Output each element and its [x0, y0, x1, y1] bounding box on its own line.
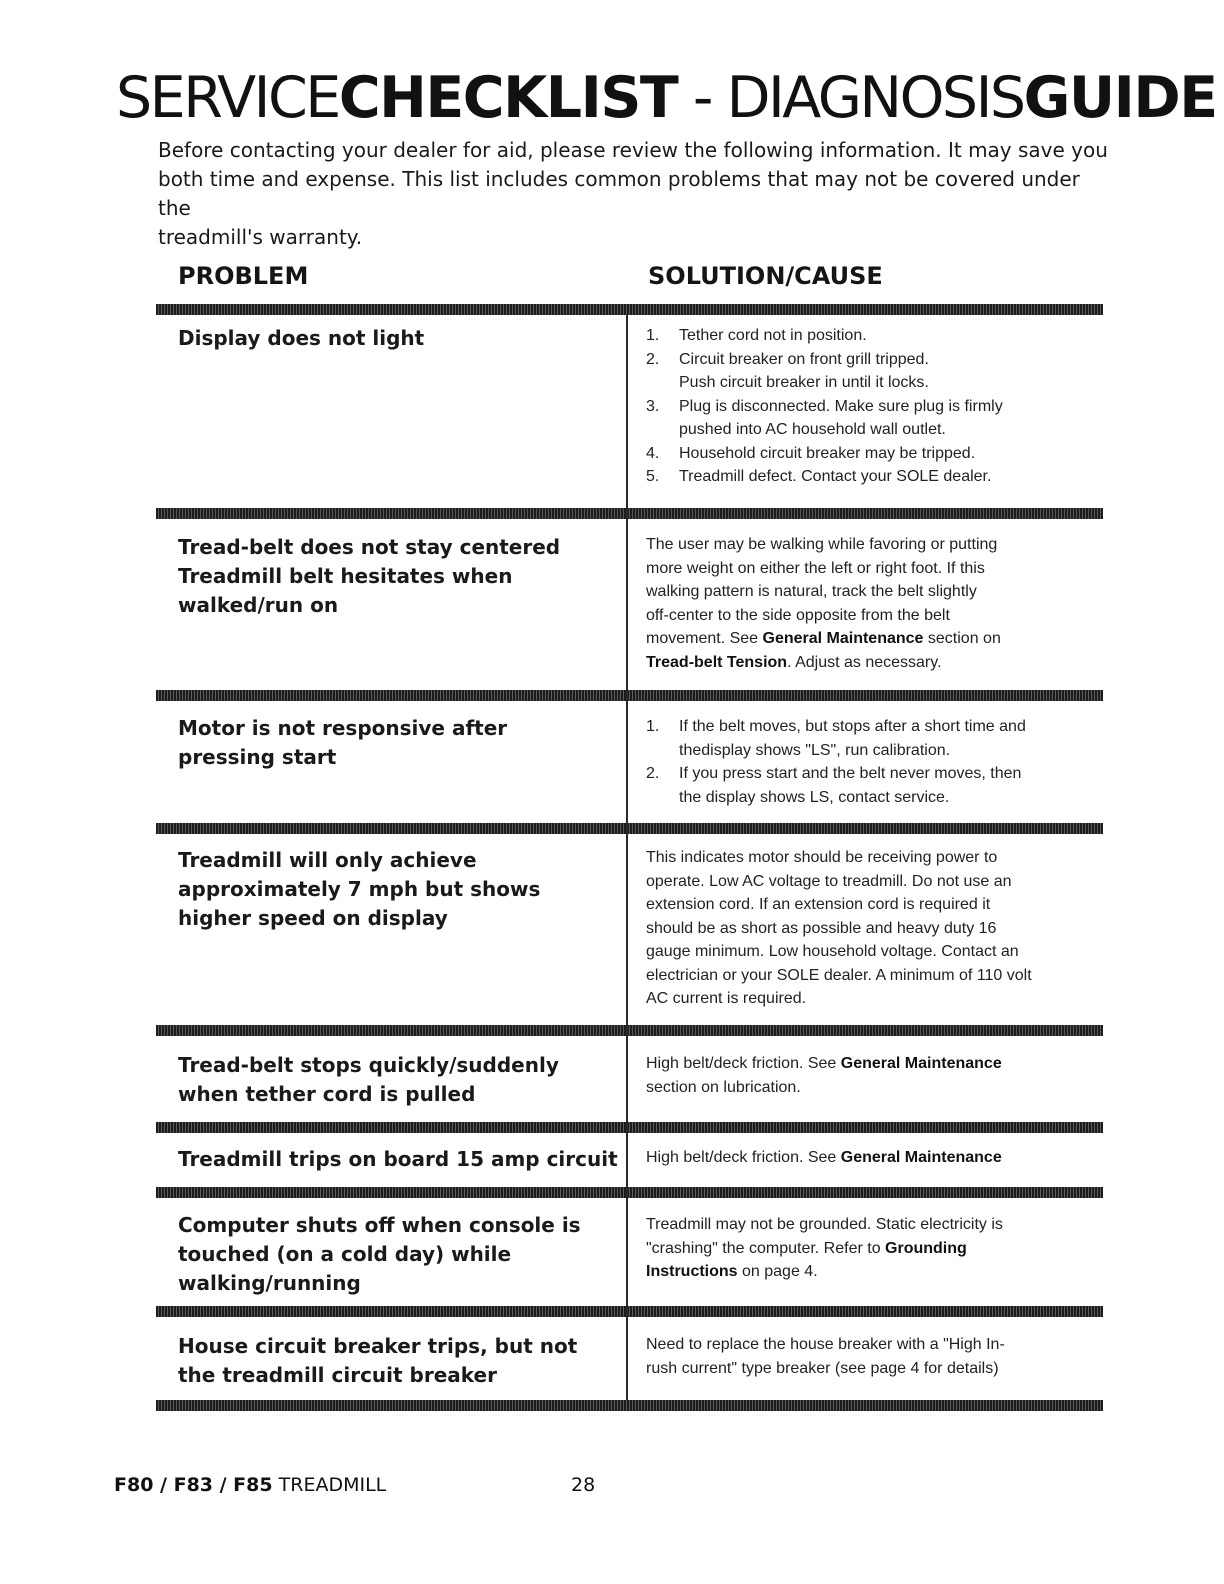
problem-line: walked/run on [178, 593, 339, 617]
table-rule [156, 1122, 1103, 1133]
solution-line: operate. Low AC voltage to treadmill. Do not use an [646, 872, 1012, 890]
solution-line: Treadmill may not be grounded. Static electricity is [646, 1216, 1003, 1233]
text-run: High belt/deck friction. See [646, 1055, 841, 1072]
solution-line: walking pattern is natural, track the belt slightly [646, 583, 977, 600]
solution-line: electrician or your SOLE dealer. A minimum of 110 volt [646, 966, 1032, 984]
title-separator: - [677, 65, 727, 131]
problem-line: walking/running [178, 1271, 361, 1295]
solution-display-not-light [646, 324, 1101, 489]
table-rule [156, 508, 1103, 519]
reference-tread-belt-tension: Tread-belt Tension [646, 653, 788, 671]
table-rule [156, 823, 1103, 834]
text-run: section on [923, 630, 1001, 647]
page-title [116, 60, 1217, 136]
solution-line: section on lubrication. [646, 1078, 801, 1096]
item-line: Plug is disconnected. Make sure plug is firmly [679, 397, 1003, 415]
item-line: Tether cord not in position. [679, 327, 867, 344]
problem-display-not-light [178, 324, 608, 353]
text-run: "crashing" the computer. Refer to [646, 1239, 886, 1257]
problem-line: Motor is not responsive after [178, 716, 508, 740]
solution-line [646, 1052, 1101, 1076]
list-item [646, 762, 1101, 809]
solution-list [646, 324, 1101, 489]
footer-model-numbers: F80 / F83 / F85 [114, 1474, 273, 1496]
item-line: Household circuit breaker may be tripped. [679, 444, 976, 462]
table-rule [156, 690, 1103, 701]
solution-line [646, 651, 1101, 675]
solution-line: extension cord. If an extension cord is required it [646, 896, 991, 913]
problem-line: Tread-belt does not stay centered [178, 535, 561, 559]
solution-computer-shuts-off [646, 1213, 1101, 1284]
solution-trips-15-amp [646, 1146, 1101, 1170]
solution-list [646, 715, 1101, 809]
problem-line: Tread-belt stops quickly/suddenly [178, 1053, 559, 1077]
item-number: 3. [646, 397, 660, 415]
problem-line: the treadmill circuit breaker [178, 1363, 497, 1387]
table-rule [156, 1025, 1103, 1036]
problem-line: Treadmill will only achieve [178, 848, 477, 872]
table-rule [156, 1306, 1103, 1317]
item-number: 2. [646, 765, 660, 782]
item-number: 2. [646, 350, 660, 368]
problem-line: Computer shuts off when console is [178, 1213, 581, 1237]
problem-belt-stops-quickly [178, 1051, 608, 1109]
text-run: High belt/deck friction. See [646, 1149, 841, 1166]
problem-belt-not-centered [178, 533, 608, 620]
solution-line [646, 1260, 1101, 1284]
item-line: pushed into AC household wall outlet. [679, 421, 946, 438]
footer-product: TREADMILL [272, 1474, 387, 1496]
item-line: Circuit breaker on front grill tripped. [679, 350, 929, 368]
solution-line: off-center to the side opposite from the belt [646, 606, 950, 624]
solution-line: The user may be walking while favoring or putting [646, 536, 998, 553]
intro-paragraph [158, 136, 1118, 252]
intro-line: Before contacting your dealer for aid, please review the following information. It may save you [158, 138, 1108, 162]
solution-line: gauge minimum. Low household voltage. Contact an [646, 943, 1019, 960]
problem-line: Treadmill trips on board 15 amp circuit [178, 1147, 618, 1171]
text-run: . Adjust as necessary. [787, 653, 942, 671]
solution-motor-not-responsive [646, 715, 1101, 809]
solution-line: should be as short as possible and heavy duty 16 [646, 919, 997, 937]
item-line: the display shows LS, contact service. [679, 788, 950, 806]
table-rule [156, 1400, 1103, 1411]
solution-line [646, 1237, 1101, 1261]
item-number: 4. [646, 444, 660, 462]
item-line: thedisplay shows "LS", run calibration. [679, 741, 951, 759]
list-item [646, 348, 1101, 395]
item-number: 5. [646, 468, 660, 485]
solution-line: Need to replace the house breaker with a "High In- [646, 1336, 1005, 1353]
solution-line [646, 627, 1101, 651]
list-item [646, 465, 1101, 489]
problem-house-breaker-trips [178, 1332, 608, 1390]
item-line: Push circuit breaker in until it locks. [679, 374, 929, 391]
list-item [646, 324, 1101, 348]
solution-column-header: SOLUTION/CAUSE [648, 262, 883, 290]
problem-trips-15-amp [178, 1145, 618, 1174]
table-rule [156, 304, 1103, 315]
solution-line: AC current is required. [646, 990, 807, 1007]
footer-model [114, 1472, 386, 1498]
solution-line: rush current" type breaker (see page 4 for details) [646, 1359, 999, 1377]
list-item [646, 715, 1101, 762]
item-line: If the belt moves, but stops after a short time and [679, 718, 1026, 735]
problem-line: Treadmill belt hesitates when [178, 564, 513, 588]
reference-general-maintenance: General Maintenance [840, 1055, 1002, 1072]
solution-only-7-mph [646, 846, 1101, 1011]
problem-line: pressing start [178, 745, 337, 769]
intro-line: both time and expense. This list includes common problems that may not be covered under the [158, 167, 1080, 220]
problem-only-7-mph [178, 846, 608, 933]
reference-grounding: Grounding [885, 1239, 967, 1257]
intro-line: treadmill's warranty. [158, 225, 363, 249]
text-run: movement. See [646, 630, 763, 647]
problem-line: approximately 7 mph but shows [178, 877, 541, 901]
problem-line: touched (on a cold day) while [178, 1242, 512, 1266]
problem-column-header: PROBLEM [178, 262, 309, 290]
problem-line: when tether cord is pulled [178, 1082, 476, 1106]
solution-belt-not-centered [646, 533, 1101, 674]
item-number: 1. [646, 327, 660, 344]
page-number: 28 [571, 1474, 596, 1496]
list-item [646, 395, 1101, 442]
solution-line: This indicates motor should be receiving power to [646, 849, 998, 866]
solution-house-breaker-trips [646, 1333, 1101, 1380]
title-diagnosis: DIAGNOSIS [726, 65, 1024, 131]
solution-line [646, 1146, 1101, 1170]
item-line: If you press start and the belt never moves, then [679, 765, 1022, 782]
title-service: SERVICE [116, 65, 339, 131]
title-guide: GUIDE [1023, 65, 1217, 131]
solution-line: more weight on either the left or right foot. If this [646, 559, 985, 577]
title-checklist: CHECKLIST [338, 65, 678, 131]
problem-line: Display does not light [178, 326, 425, 350]
problem-computer-shuts-off [178, 1211, 608, 1298]
problem-motor-not-responsive [178, 714, 608, 772]
list-item [646, 442, 1101, 466]
problem-line: higher speed on display [178, 906, 448, 930]
item-line: Treadmill defect. Contact your SOLE dealer. [679, 468, 992, 485]
reference-general-maintenance: General Maintenance [840, 1149, 1002, 1166]
column-divider [626, 315, 628, 1400]
table-rule [156, 1187, 1103, 1198]
solution-belt-stops-quickly [646, 1052, 1101, 1099]
reference-general-maintenance: General Maintenance [762, 630, 924, 647]
item-number: 1. [646, 718, 660, 735]
problem-line: House circuit breaker trips, but not [178, 1334, 578, 1358]
text-run: on page 4. [737, 1263, 818, 1280]
reference-instructions: Instructions [646, 1263, 738, 1280]
